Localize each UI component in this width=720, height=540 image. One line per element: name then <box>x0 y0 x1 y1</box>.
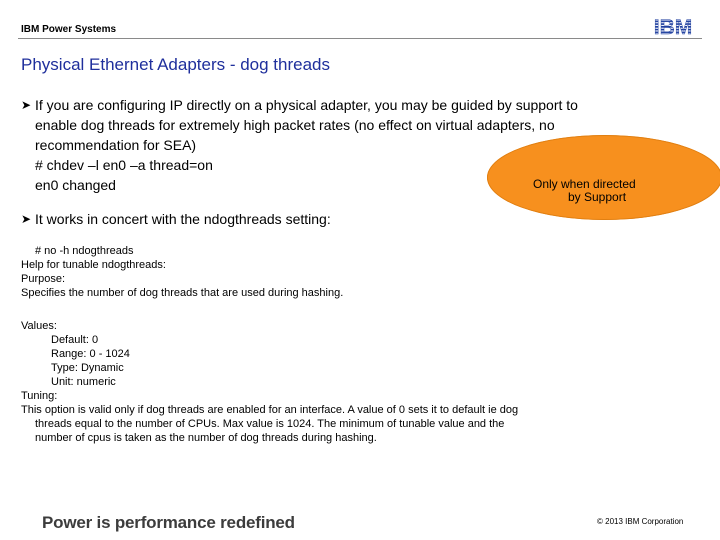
slide-title: Physical Ethernet Adapters - dog threads <box>21 55 331 74</box>
body-line: This option is valid only if dog threads are enabled for an interface. A value of 0 sets it to default ie dog <box>21 404 519 416</box>
bullet-arrow-icon: ➤ <box>21 212 32 226</box>
body-line: Help for tunable ndogthreads: <box>21 259 166 271</box>
footer-tagline: Power is performance redefined <box>42 513 295 532</box>
body-line: Default: 0 <box>51 334 99 346</box>
body-line: Specifies the number of dog threads that are used during hashing. <box>21 287 344 299</box>
bullet-text: It works in concert with the ndogthreads setting: <box>35 211 331 227</box>
ibm-logo <box>647 15 699 37</box>
body-line: threads equal to the number of CPUs. Max value is 1024. The minimum of tunable value and the <box>35 418 505 430</box>
body-line: Values: <box>21 320 57 332</box>
bullet-line: enable dog threads for extremely high packet rates (no effect on virtual adapters, no <box>35 117 555 133</box>
body-line: Unit: numeric <box>51 376 116 388</box>
body-line: Tuning: <box>21 390 58 402</box>
footer-copyright: © 2013 IBM Corporation <box>597 517 684 526</box>
body-line: Type: Dynamic <box>51 362 124 374</box>
header-divider <box>18 38 702 39</box>
body-line: Purpose: <box>21 273 66 285</box>
command-output: en0 changed <box>35 177 116 193</box>
bullet-line: recommendation for SEA) <box>35 137 197 153</box>
svg-text:IBM: IBM <box>653 16 693 37</box>
bullet-arrow-icon: ➤ <box>21 98 32 112</box>
body-line: # no -h ndogthreads <box>35 245 134 257</box>
body-line: number of cpus is taken as the number of dog threads during hashing. <box>35 432 377 444</box>
callout-text-line1: Only when directed <box>533 177 636 191</box>
bullet-line: If you are configuring IP directly on a physical adapter, you may be guided by support to <box>35 97 578 113</box>
header-section-label: IBM Power Systems <box>21 24 117 35</box>
callout-text-line2: by Support <box>568 190 627 204</box>
body-line: Range: 0 - 1024 <box>51 348 130 360</box>
command-line: # chdev –l en0 –a thread=on <box>35 157 213 173</box>
